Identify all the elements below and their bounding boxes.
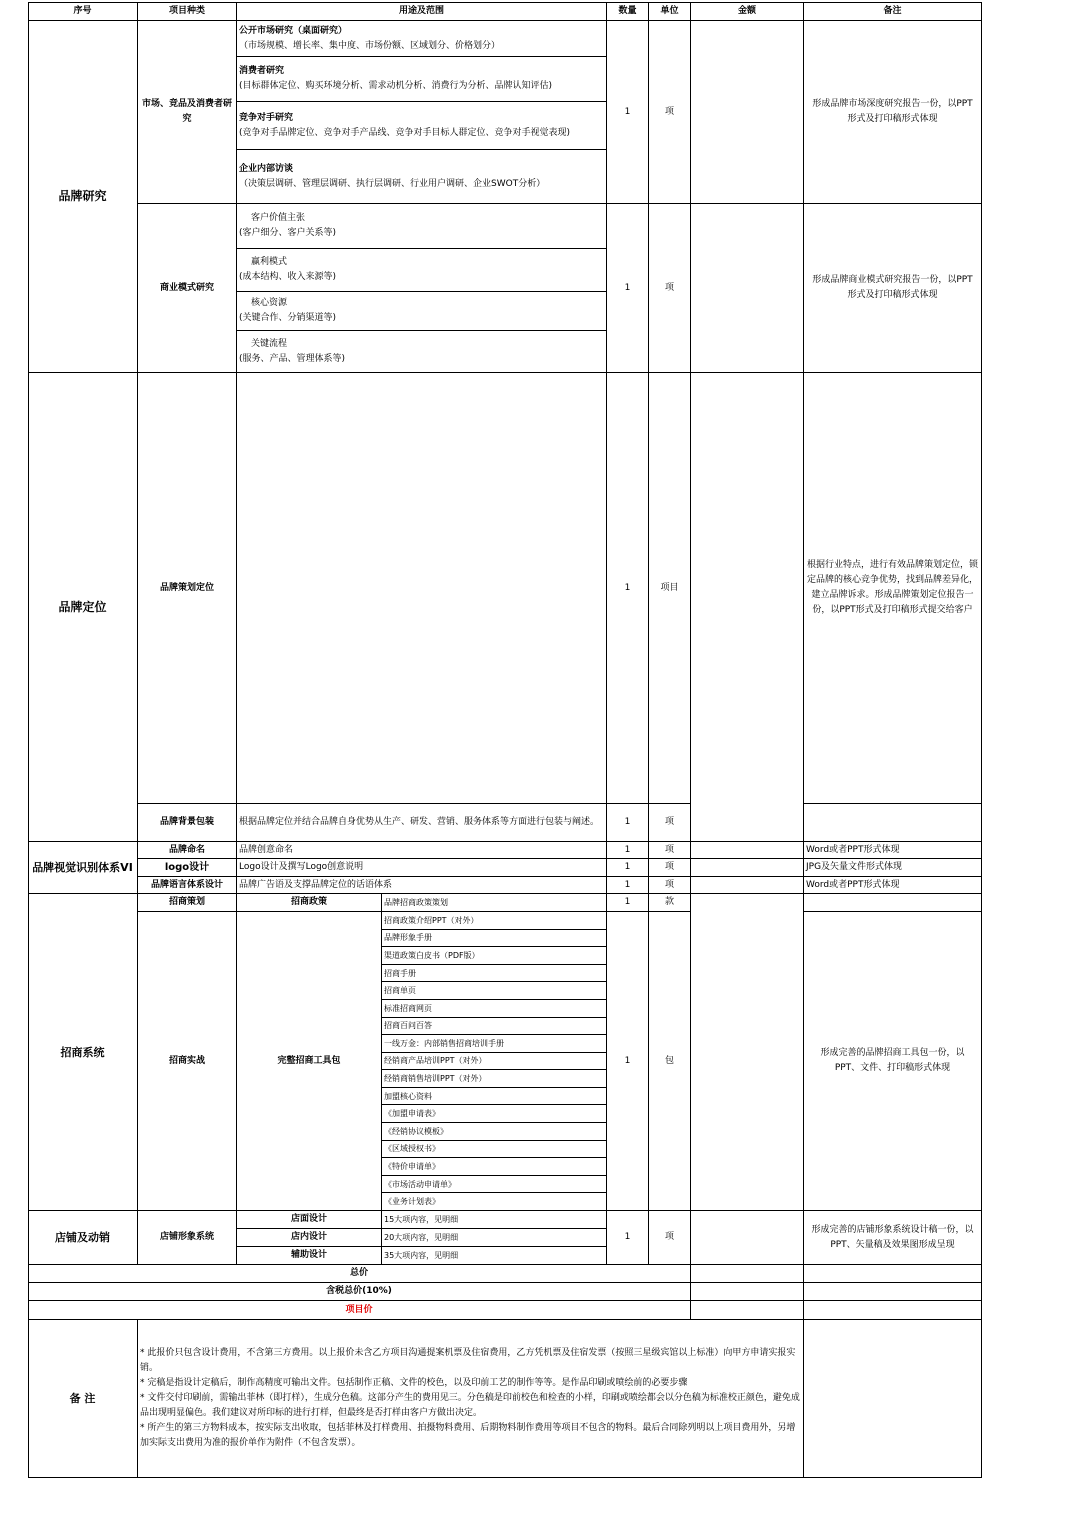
invest-type-practice: 招商实战 <box>138 912 237 1211</box>
invest-note-practice <box>804 912 982 1211</box>
market-qty: 1 <box>607 21 649 204</box>
vi-note-naming: Word或者PPT形式体现 <box>804 842 982 859</box>
planning-note-text: 根据行业特点，进行有效品牌策划定位，锁定品牌的核心竞争优势，找到品牌差异化，建立品牌诉求。形成品牌策划定位报告一份，以PPT形式及打印稿形式提交给客户 <box>807 560 979 615</box>
market-item-desc: (目标群体定位、购买环境分析、需求动机分析、消费行为分析、品牌认知评估) <box>239 81 553 91</box>
market-item-desc: (竞争对手品牌定位、竞争对手产品线、竞争对手目标人群定位、竞争对手视觉表现) <box>239 127 571 138</box>
type-business-model-label: 商业模式研究 <box>159 282 214 293</box>
invest-type-policy: 招商策划 <box>138 894 237 912</box>
toolkit-item: 《业务计划表》 <box>382 1193 607 1211</box>
store-note-text: 形成完善的店铺形象系统设计稿一份，以PPT、矢量稿及效果图形成呈现 <box>811 1224 974 1250</box>
remark-line: * 文件交付印刷前，需输出菲林（即打样），生成分色稿。这部分产生的费用见三。分色稿是印前校色和检查的小样，印刷或喷绘都会以分色稿为标准校正颜色，避免成品出现明显偏色。我们建议对所印标的进行打样，但最终是否打样由客户方做出决定。 <box>140 1393 800 1418</box>
vi-desc-naming: 品牌创意命名 <box>237 842 607 859</box>
vi-amount-language <box>691 877 804 894</box>
toolkit-item: 《区域授权书》 <box>382 1141 607 1159</box>
toolkit-item: 经销商销售培训PPT（对外） <box>382 1070 607 1088</box>
market-item-desc: （决策层调研、管理层调研、执行层调研、行业用户调研、企业SWOT分析） <box>239 178 546 189</box>
type-business-model <box>138 204 237 373</box>
market-unit: 项 <box>649 21 691 204</box>
planning-qty: 1 <box>607 373 649 804</box>
store-unit: 项 <box>649 1211 691 1265</box>
market-item-title: 公开市场研究（桌面研究） <box>239 25 348 36</box>
store-note <box>804 1211 982 1265</box>
business-item-desc: (关键合作、分销渠道等) <box>239 313 337 323</box>
invest-unit-practice: 包 <box>649 912 691 1211</box>
section-investment: 招商系统 <box>28 894 138 1211</box>
business-item-desc: (服务、产品、管理体系等) <box>239 353 346 364</box>
invest-note-text: 形成完善的品牌招商工具包一份，以PPT、文件、打印稿形式体现 <box>820 1048 965 1073</box>
invest-qty-practice: 1 <box>607 912 649 1211</box>
store-desc-auxiliary: 35大项内容，见明细 <box>382 1247 607 1265</box>
toolkit-item: 招商单页 <box>382 982 607 1000</box>
planning-scope <box>237 373 607 804</box>
market-item-2 <box>237 57 607 102</box>
vi-qty-naming: 1 <box>607 842 649 859</box>
invest-sub-policy: 招商政策 <box>237 894 382 912</box>
total-note <box>804 1265 982 1283</box>
store-sub-facade: 店面设计 <box>237 1211 382 1229</box>
market-item-title: 竞争对手研究 <box>239 112 294 123</box>
business-note-text: 形成品牌商业模式研究报告一份，以PPT形式及打印稿形式体现 <box>812 275 973 300</box>
business-note <box>804 204 982 373</box>
toolkit-item: 招商百问百答 <box>382 1018 607 1036</box>
type-brand-background: 品牌背景包装 <box>138 804 237 842</box>
positioning-amount <box>691 373 804 842</box>
business-item-title: 核心资源 <box>251 298 288 308</box>
remark-line: * 所产生的第三方物料成本，按实际支出收取，包括菲林及打样费用、拍摄物料费用、后期物料制作费用等项目不包含的物料。最后合同除列明以上项目费用外，另增加实际支出费用为准的报价单作为附件（不包含发票）。 <box>140 1423 796 1448</box>
total-label: 总价 <box>28 1265 691 1283</box>
header-qty: 数量 <box>607 2 649 21</box>
toolkit-item: 渠道政策白皮书（PDF版） <box>382 947 607 965</box>
toolkit-item: 《加盟申请表》 <box>382 1105 607 1123</box>
invest-sub-practice: 完整招商工具包 <box>237 912 382 1211</box>
vi-qty-logo: 1 <box>607 859 649 877</box>
market-item-3 <box>237 102 607 150</box>
header-index: 序号 <box>28 2 138 21</box>
vi-amount-naming <box>691 842 804 859</box>
toolkit-list <box>382 912 607 1211</box>
business-item-title: 关键流程 <box>251 338 288 349</box>
vi-unit-naming: 项 <box>649 842 691 859</box>
tax-total-amount <box>691 1283 804 1301</box>
vi-note-logo: JPG及矢量文件形式体现 <box>804 859 982 877</box>
header-notes: 备注 <box>804 2 982 21</box>
toolkit-item: 《特价申请单》 <box>382 1158 607 1176</box>
market-item-desc: （市场规模、增长率、集中度、市场份额、区域划分、价格划分） <box>239 40 501 51</box>
type-brand-planning: 品牌策划定位 <box>138 373 237 804</box>
remark-line: * 此报价只包含设计费用，不含第三方费用。以上报价未含乙方项目沟通提案机票及住宿费用，乙方凭机票及住宿发票（按照三星级宾馆以上标准）向甲方申请实报实销。 <box>140 1348 796 1373</box>
tax-total-note <box>804 1283 982 1301</box>
planning-unit: 项目 <box>649 373 691 804</box>
vi-note-language: Word或者PPT形式体现 <box>804 877 982 894</box>
business-item-1 <box>237 204 607 249</box>
market-item-4 <box>237 150 607 204</box>
type-market-research-label: 市场、竞品及消费者研究 <box>141 99 232 124</box>
business-item-4 <box>237 331 607 373</box>
business-unit: 项 <box>649 204 691 373</box>
toolkit-item: 一线万金：内部销售招商培训手册 <box>382 1035 607 1053</box>
section-brand-positioning: 品牌定位 <box>28 373 138 842</box>
section-vi-label: 品牌视觉识别体系VI <box>32 861 133 874</box>
vi-type-logo: logo设计 <box>138 859 237 877</box>
section-vi <box>28 842 138 894</box>
background-scope: 根据品牌定位并结合品牌自身优势从生产、研发、营销、服务体系等方面进行包装与阐述。 <box>237 804 607 842</box>
vi-type-naming: 品牌命名 <box>138 842 237 859</box>
store-type: 店铺形象系统 <box>138 1211 237 1265</box>
remark-line: * 完稿是指设计定稿后，制作高精度可输出文件。包括制作正稿、文件的校色，以及印前工艺的制作等等。是作品印刷或喷绘前的必要步骤 <box>140 1378 688 1388</box>
header-unit: 单位 <box>649 2 691 21</box>
store-sub-interior: 店内设计 <box>237 1229 382 1247</box>
background-qty: 1 <box>607 804 649 842</box>
section-store: 店铺及动销 <box>28 1211 138 1265</box>
vi-desc-language: 品牌广告语及支撑品牌定位的话语体系 <box>237 877 607 894</box>
vi-type-language: 品牌语言体系设计 <box>138 877 237 894</box>
vi-amount-logo <box>691 859 804 877</box>
invest-qty-policy: 1 <box>607 894 649 912</box>
remarks-text <box>138 1320 804 1478</box>
toolkit-item: 招商政策介绍PPT（对外） <box>382 912 607 930</box>
background-note <box>804 804 982 842</box>
section-brand-research: 品牌研究 <box>28 21 138 373</box>
business-item-3 <box>237 292 607 331</box>
header-type: 项目种类 <box>138 2 237 21</box>
project-price-amount <box>691 1301 804 1320</box>
market-item-title: 企业内部访谈 <box>239 163 294 174</box>
market-item-1 <box>237 21 607 57</box>
vi-qty-language: 1 <box>607 877 649 894</box>
invest-note-policy <box>804 894 982 912</box>
vi-unit-logo: 项 <box>649 859 691 877</box>
invest-desc-policy: 品牌招商政策策划 <box>382 894 607 912</box>
background-unit: 项 <box>649 804 691 842</box>
market-note <box>804 21 982 204</box>
toolkit-item: 品牌形象手册 <box>382 930 607 948</box>
store-sub-auxiliary: 辅助设计 <box>237 1247 382 1265</box>
business-item-desc: (客户细分、客户关系等) <box>239 228 337 238</box>
toolkit-item: 经销商产品培训PPT（对外） <box>382 1053 607 1071</box>
total-amount <box>691 1265 804 1283</box>
business-item-2 <box>237 249 607 292</box>
store-desc-facade: 15大项内容，见明细 <box>382 1211 607 1229</box>
business-qty: 1 <box>607 204 649 373</box>
market-note-text: 形成品牌市场深度研究报告一份，以PPT形式及打印稿形式体现 <box>812 99 973 124</box>
business-item-title: 赢利模式 <box>251 257 288 267</box>
invest-unit-policy: 款 <box>649 894 691 912</box>
toolkit-item: 招商手册 <box>382 965 607 983</box>
market-amount <box>691 21 804 204</box>
remarks-label: 备 注 <box>28 1320 138 1478</box>
toolkit-item: 《市场活动申请单》 <box>382 1176 607 1194</box>
vi-unit-language: 项 <box>649 877 691 894</box>
store-qty: 1 <box>607 1211 649 1265</box>
remarks-lines <box>140 1346 801 1451</box>
business-amount <box>691 204 804 373</box>
store-desc-interior: 20大项内容，见明细 <box>382 1229 607 1247</box>
type-market-research <box>138 21 237 204</box>
header-scope: 用途及范围 <box>237 2 607 21</box>
header-amount: 金额 <box>691 2 804 21</box>
store-amount <box>691 1211 804 1265</box>
market-item-title: 消费者研究 <box>239 66 285 76</box>
invest-amount <box>691 894 804 1211</box>
remarks-note <box>804 1320 982 1478</box>
business-item-title: 客户价值主张 <box>251 213 306 223</box>
toolkit-item: 《经销协议模板》 <box>382 1123 607 1141</box>
business-item-desc: (成本结构、收入来源等) <box>239 272 337 282</box>
project-price-label: 项目价 <box>28 1301 691 1320</box>
toolkit-item: 加盟核心资料 <box>382 1088 607 1106</box>
tax-total-label: 含税总价(10%) <box>28 1283 691 1301</box>
project-price-note <box>804 1301 982 1320</box>
vi-desc-logo: Logo设计及撰写Logo创意说明 <box>237 859 607 877</box>
planning-note <box>804 373 982 804</box>
toolkit-item: 标准招商网页 <box>382 1000 607 1018</box>
